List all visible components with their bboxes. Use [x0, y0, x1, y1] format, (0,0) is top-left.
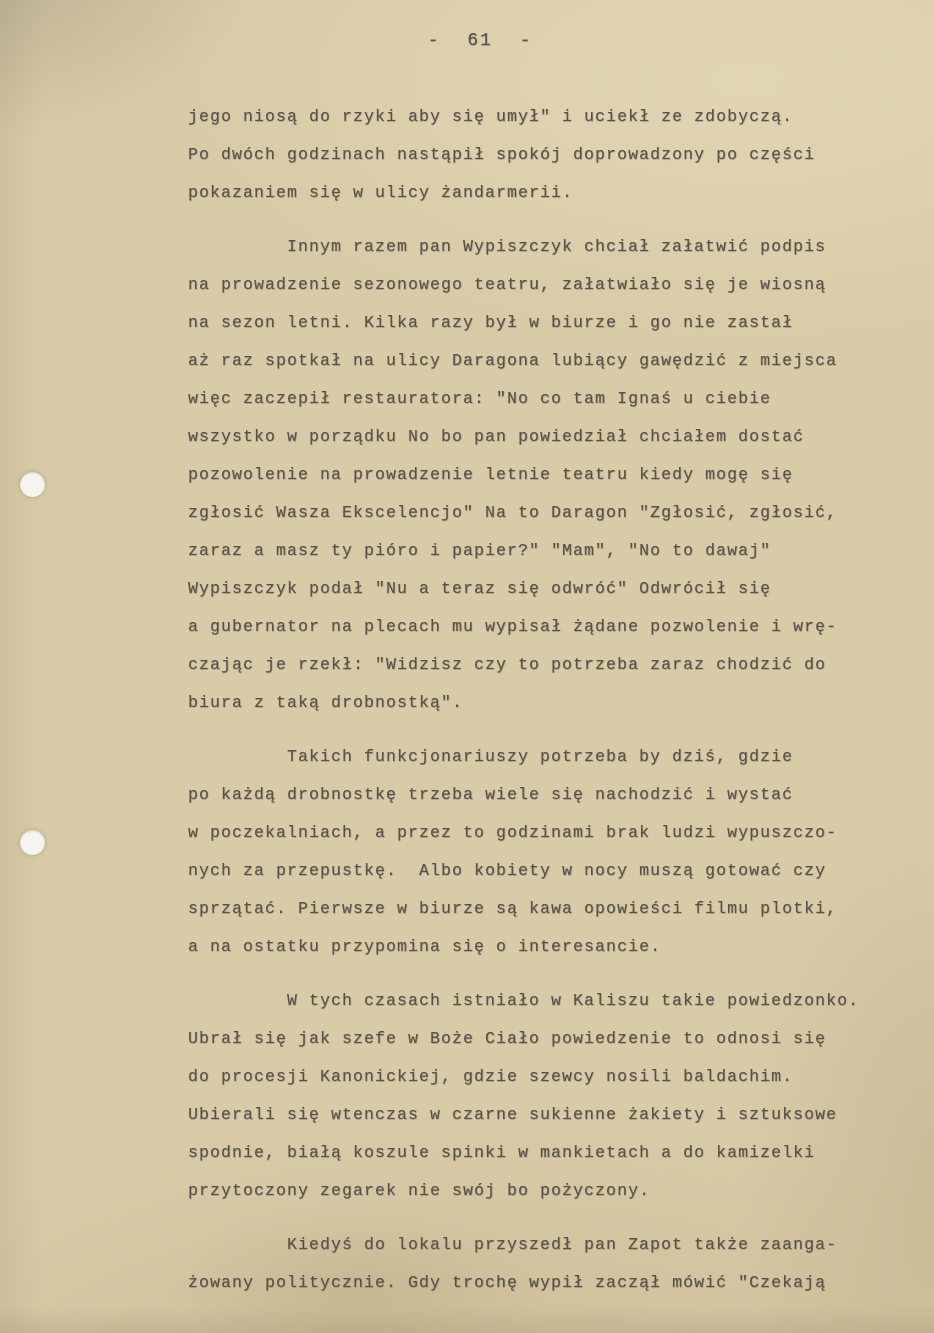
page-number: - 61 - — [427, 31, 533, 51]
paragraph — [188, 742, 894, 970]
text-line: więc zaczepił restauratora: "No co tam Ignaś u ciebie — [188, 389, 772, 408]
text-line: wszystko w porządku No bo pan powiedział chciałem dostać — [188, 427, 805, 446]
paragraph — [188, 1230, 894, 1306]
text-line: W tych czasach istniało w Kaliszu takie powiedzonko. — [287, 991, 860, 1010]
text-line: sprzątać. Pierwsze w biurze są kawa opowieści filmu plotki, — [188, 899, 838, 918]
text-line: Wypiszczyk podał "Nu a teraz się odwróć" Odwrócił się — [188, 579, 772, 598]
document-body — [188, 102, 894, 1306]
text-line: Kiedyś do lokalu przyszedł pan Zapot także zaanga- — [287, 1235, 838, 1254]
text-line: Po dwóch godzinach nastąpił spokój doprowadzony po części — [188, 145, 816, 164]
text-line: Takich funkcjonariuszy potrzeba by dziś, gdzie — [287, 747, 794, 766]
text-line: w poczekalniach, a przez to godzinami brak ludzi wypuszczo- — [188, 823, 838, 842]
text-line: na prowadzenie sezonowego teatru, załatwiało się je wiosną — [188, 275, 827, 294]
text-line: na sezon letni. Kilka razy był w biurze i go nie zastał — [188, 313, 794, 332]
text-line: zaraz a masz ty pióro i papier?" "Mam", "No to dawaj" — [188, 541, 772, 560]
text-line: Innym razem pan Wypiszczyk chciał załatwić podpis — [287, 237, 827, 256]
text-line: aż raz spotkał na ulicy Daragona lubiący gawędzić z miejsca — [188, 351, 838, 370]
paragraph — [188, 986, 894, 1214]
text-line: pokazaniem się w ulicy żandarmerii. — [188, 183, 574, 202]
text-line: żowany politycznie. Gdy trochę wypił zaczął mówić "Czekają — [188, 1273, 827, 1292]
text-line: do procesji Kanonickiej, gdzie szewcy nosili baldachim. — [188, 1067, 794, 1086]
paragraph — [188, 102, 894, 216]
text-line: Ubierali się wtenczas w czarne sukienne żakiety i sztuksowe — [188, 1105, 838, 1124]
hole-punch-top — [20, 472, 45, 497]
text-line: jego niosą do rzyki aby się umył" i uciekł ze zdobyczą. — [188, 107, 794, 126]
text-line: czając je rzekł: "Widzisz czy to potrzeba zaraz chodzić do — [188, 655, 827, 674]
hole-punch-bottom — [20, 830, 45, 855]
text-line: Ubrał się jak szefe w Boże Ciało powiedzenie to odnosi się — [188, 1029, 827, 1048]
text-line: a na ostatku przypomina się o interesancie. — [188, 937, 662, 956]
text-line: zgłosić Wasza Ekscelencjo" Na to Daragon "Zgłosić, zgłosić, — [188, 503, 838, 522]
text-line: a gubernator na plecach mu wypisał żądane pozwolenie i wrę- — [188, 617, 838, 636]
text-line: przytoczony zegarek nie swój bo pożyczony. — [188, 1181, 651, 1200]
text-line: nych za przepustkę. Albo kobiety w nocy muszą gotować czy — [188, 861, 827, 880]
text-line: po każdą drobnostkę trzeba wiele się nachodzić i wystać — [188, 785, 794, 804]
text-line: biura z taką drobnostką". — [188, 693, 464, 712]
paragraph — [188, 232, 894, 726]
text-line: spodnie, białą koszule spinki w mankietach a do kamizelki — [188, 1143, 816, 1162]
text-line: pozowolenie na prowadzenie letnie teatru kiedy mogę się — [188, 465, 794, 484]
